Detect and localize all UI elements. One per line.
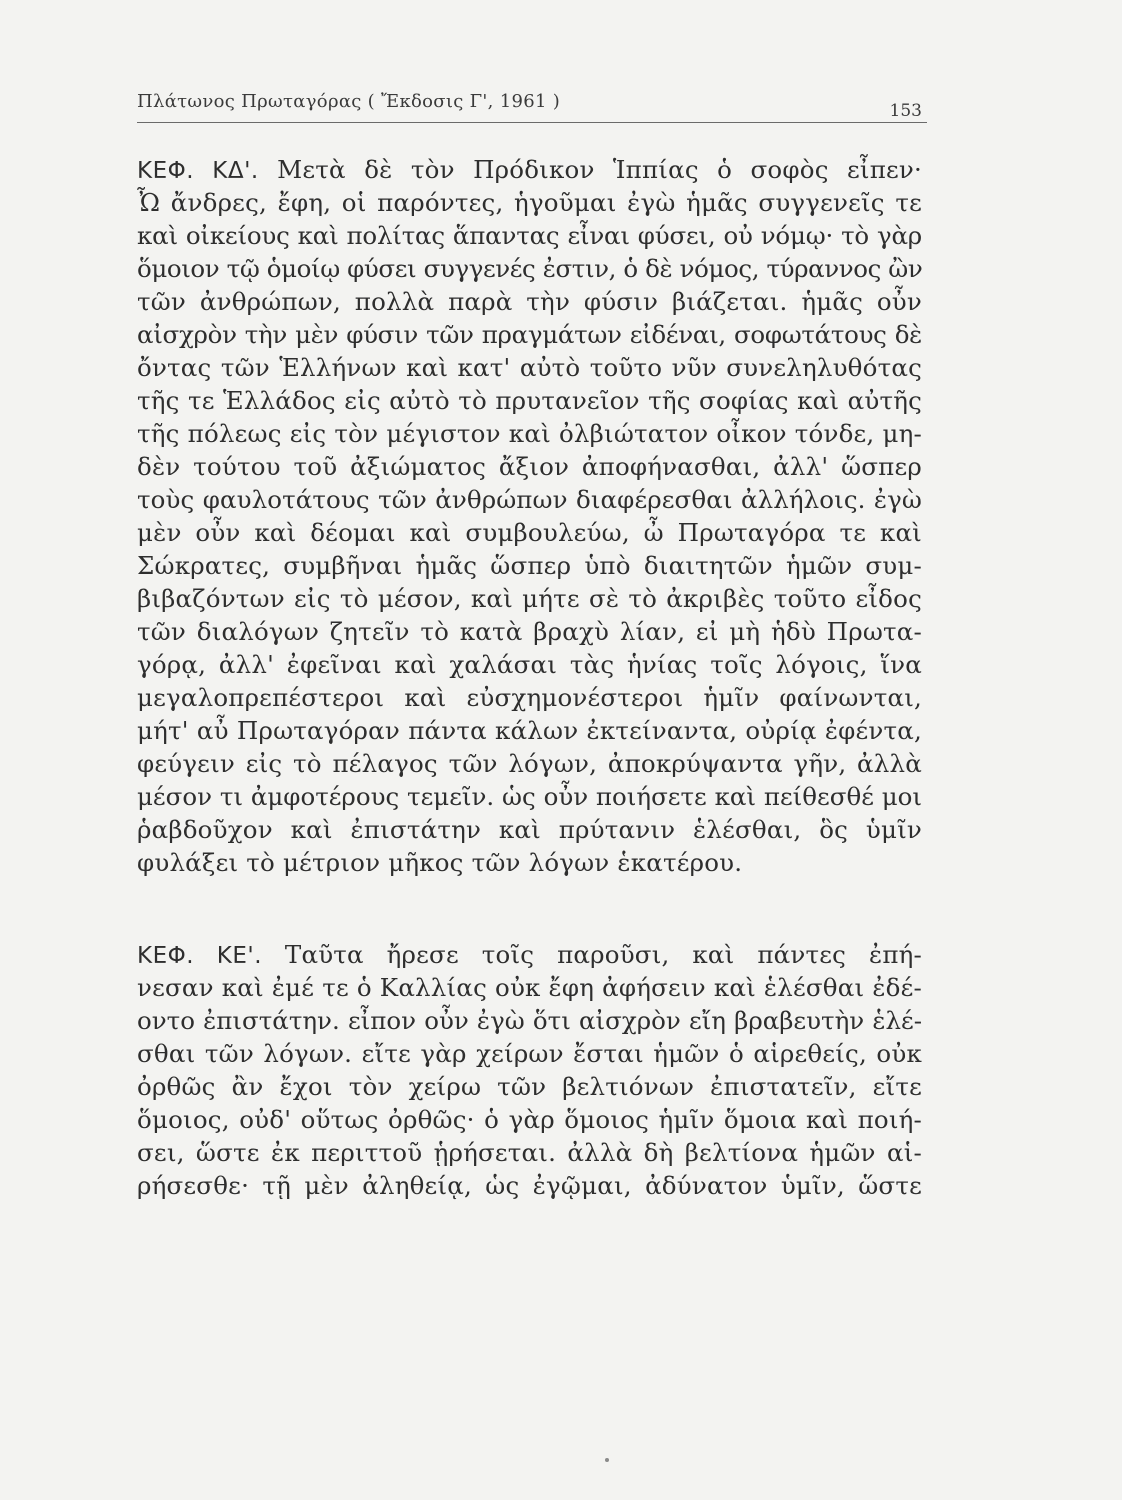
text-line — [137, 153, 922, 186]
chapter-label: ΚΕΦ. ΚΔ'. — [137, 158, 259, 184]
header-rule — [137, 122, 927, 123]
text-line: ὅμοιος, οὐδ' οὕτως ὀρθῶς· ὁ γὰρ ὅμοιος ἡμῖν ὅμοια καὶ ποιή- — [137, 1105, 922, 1134]
text-line: τοὺς φαυλοτάτους τῶν ἀνθρώπων διαφέρεσθαι ἀλλήλοις. ἐγὼ — [137, 485, 922, 514]
text-line: γόρᾳ, ἀλλ' ἐφεῖναι καὶ χαλάσαι τὰς ἡνίας τοῖς λόγοις, ἵνα — [137, 650, 922, 679]
body-text — [137, 153, 922, 1202]
chapter-spacer — [137, 879, 922, 938]
text-line: μεγαλοπρεπέστεροι καὶ εὐσχημονέστεροι ἡμῖν φαίνωνται, — [137, 683, 922, 712]
text-line: βιβαζόντων εἰς τὸ μέσον, καὶ μήτε σὲ τὸ ἀκριβὲς τοῦτο εἶδος — [137, 584, 922, 613]
text-line: ὅμοιον τῷ ὁμοίῳ φύσει συγγενές ἐστιν, ὁ δὲ νόμος, τύραννος ὢν — [137, 254, 923, 283]
text-line: ρήσεσθε· τῇ μὲν ἀληθείᾳ, ὡς ἐγῷμαι, ἀδύνατον ὑμῖν, ὥστε — [137, 1171, 922, 1200]
page-number: 153 — [889, 101, 922, 121]
text-line: φεύγειν εἰς τὸ πέλαγος τῶν λόγων, ἀποκρύψαντα γῆν, ἀλλὰ — [137, 749, 922, 778]
text-line: τῶν ἀνθρώπων, πολλὰ παρὰ τὴν φύσιν βιάζεται. ἡμᾶς οὖν — [137, 287, 922, 316]
text-line: οντο ἐπιστάτην. εἶπον οὖν ἐγὼ ὅτι αἰσχρὸν εἴη βραβευτὴν ἑλέ- — [137, 1006, 922, 1035]
text-line: αἰσχρὸν τὴν μὲν φύσιν τῶν πραγμάτων εἰδέναι, σοφωτάτους δὲ — [137, 320, 922, 349]
text-line: σει, ὥστε ἐκ περιττοῦ ᾑρήσεται. ἀλλὰ δὴ βελτίονα ἡμῶν αἱ- — [137, 1138, 922, 1167]
text-line: δὲν τούτου τοῦ ἀξιώματος ἄξιον ἀποφήνασθαι, ἀλλ' ὥσπερ — [137, 452, 922, 481]
chapter-label: ΚΕΦ. ΚΕ'. — [137, 943, 262, 969]
text-line: σθαι τῶν λόγων. εἴτε γὰρ χείρων ἔσται ἡμῶν ὁ αἱρεθείς, οὐκ — [137, 1039, 922, 1068]
line-text: Ταῦτα ἤρεσε τοῖς παροῦσι, καὶ πάντες ἐπή- — [284, 940, 922, 969]
text-line: Σώκρατες, συμβῆναι ἡμᾶς ὥσπερ ὑπὸ διαιτητῶν ἡμῶν συμ- — [137, 551, 922, 580]
text-line — [137, 938, 922, 971]
text-line: μέσον τι ἀμφοτέρους τεμεῖν. ὡς οὖν ποιήσετε καὶ πείθεσθέ μοι — [137, 782, 922, 811]
text-line: ὄντας τῶν Ἑλλήνων καὶ κατ' αὐτὸ τοῦτο νῦν συνεληλυθότας — [137, 353, 922, 382]
line-text: Μετὰ δὲ τὸν Πρόδικον Ἱππίας ὁ σοφὸς εἶπεν· — [277, 155, 922, 184]
paper-speck — [605, 1458, 609, 1462]
text-line: Ὦ ἄνδρες, ἔφη, οἱ παρόντες, ἡγοῦμαι ἐγὼ ἡμᾶς συγγενεῖς τε — [137, 188, 922, 217]
text-line: ὀρθῶς ἂν ἔχοι τὸν χείρω τῶν βελτιόνων ἐπιστατεῖν, εἴτε — [137, 1072, 922, 1101]
text-line: μήτ' αὖ Πρωταγόραν πάντα κάλων ἐκτείναντα, οὐρίᾳ ἐφέντα, — [137, 716, 922, 745]
running-head-title: Πλάτωνος Πρωταγόρας ( Ἔκδοσις Γ', 1961 ) — [137, 91, 561, 112]
text-line: φυλάξει τὸ μέτριον μῆκος τῶν λόγων ἑκατέρου. — [137, 848, 743, 877]
text-line: καὶ οἰκείους καὶ πολίτας ἅπαντας εἶναι φύσει, οὐ νόμῳ· τὸ γὰρ — [137, 221, 922, 250]
text-line: τῶν διαλόγων ζητεῖν τὸ κατὰ βραχὺ λίαν, εἰ μὴ ἡδὺ Πρωτα- — [137, 617, 922, 646]
text-line: νεσαν καὶ ἐμέ τε ὁ Καλλίας οὐκ ἔφη ἀφήσειν καὶ ἑλέσθαι ἐδέ- — [137, 973, 922, 1002]
text-line: τῆς πόλεως εἰς τὸν μέγιστον καὶ ὀλβιώτατον οἶκον τόνδε, μη- — [137, 419, 922, 448]
text-line: μὲν οὖν καὶ δέομαι καὶ συμβουλεύω, ὦ Πρωταγόρα τε καὶ — [137, 518, 922, 547]
text-line: ῥαβδοῦχον καὶ ἐπιστάτην καὶ πρύτανιν ἑλέσθαι, ὃς ὑμῖν — [137, 815, 922, 844]
text-line: τῆς τε Ἑλλάδος εἰς αὐτὸ τὸ πρυτανεῖον τῆς σοφίας καὶ αὐτῆς — [137, 386, 922, 415]
